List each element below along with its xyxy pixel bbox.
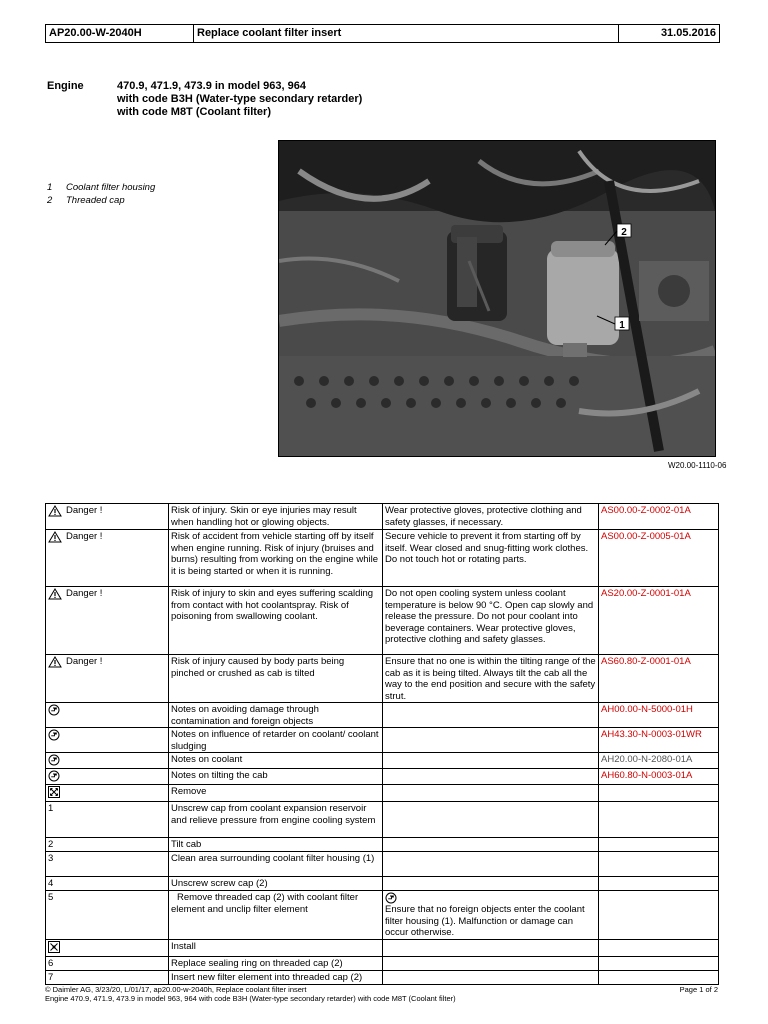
figure-reference: W20.00-1110-06	[668, 461, 727, 470]
engine-photo-illustration	[279, 141, 715, 456]
empty-cell	[599, 877, 719, 891]
table-row	[46, 753, 719, 769]
table-row	[46, 530, 719, 587]
table-row	[46, 504, 719, 530]
table-row	[46, 956, 719, 970]
table-row	[46, 939, 719, 956]
danger-cell	[46, 530, 169, 587]
risk-cell: Risk of injury to skin and eyes suffering scalding from contact with hot coolantspray. Risk of poisoning from swallowing coolant.	[169, 587, 383, 655]
empty-cell	[383, 956, 599, 970]
engine-label: Engine	[47, 80, 84, 92]
empty-cell	[599, 939, 719, 956]
page-footer	[45, 986, 718, 1003]
legend-item	[47, 182, 155, 195]
danger-cell	[46, 504, 169, 530]
procedure-table	[45, 503, 719, 985]
engine-photo	[278, 140, 716, 457]
note-hand-icon	[385, 892, 397, 904]
step-text: Clean area surrounding coolant filter housing (1)	[169, 852, 383, 877]
step-text: Unscrew screw cap (2)	[169, 877, 383, 891]
legend-text: Coolant filter housing	[66, 182, 156, 193]
table-row	[46, 587, 719, 655]
step-number: 7	[46, 970, 169, 984]
empty-cell	[599, 852, 719, 877]
table-row	[46, 802, 719, 838]
callout-1-label: 1	[619, 320, 625, 331]
engine-values	[117, 80, 362, 119]
empty-cell	[599, 891, 719, 940]
step-number: 1	[46, 802, 169, 838]
document-link[interactable]: AS00.00-Z-0002-01A	[599, 504, 719, 530]
section-remove: Remove	[169, 785, 383, 802]
empty-cell	[599, 956, 719, 970]
legend-text: Threaded cap	[66, 194, 125, 206]
document-link[interactable]: AH43.30-N-0003-01WR	[599, 728, 719, 753]
note-hand-icon	[48, 754, 60, 766]
engine-code-m8t: with code M8T (Coolant filter)	[117, 106, 271, 118]
step-text: Unscrew cap from coolant expansion reservoir and relieve pressure from engine cooling system	[169, 802, 383, 838]
empty-cell	[383, 753, 599, 769]
table-row	[46, 877, 719, 891]
empty-cell	[383, 785, 599, 802]
table-row	[46, 970, 719, 984]
document-link[interactable]: AS20.00-Z-0001-01A	[599, 587, 719, 655]
risk-cell: Risk of injury. Skin or eye injuries may result when handling hot or glowing objects.	[169, 504, 383, 530]
note-icon-cell	[46, 703, 169, 728]
footer-copyright: © Daimler AG, 3/23/20, L/01/17, ap20.00-w-2040h, Replace coolant filter insert	[45, 985, 307, 994]
danger-cell	[46, 587, 169, 655]
step-text: Insert new filter element into threaded cap (2)	[169, 970, 383, 984]
step-note-text: Ensure that no foreign objects enter the coolant filter housing (1). Malfunction or damage can occur otherwise.	[385, 904, 585, 938]
table-row	[46, 838, 719, 852]
note-hand-icon	[48, 729, 60, 741]
note-icon-cell	[46, 728, 169, 753]
danger-label: Danger !	[66, 656, 103, 668]
document-id: AP20.00-W-2040H	[46, 25, 194, 42]
empty-cell	[383, 970, 599, 984]
note-hand-icon	[48, 770, 60, 782]
empty-cell	[383, 703, 599, 728]
empty-cell	[383, 728, 599, 753]
empty-cell	[383, 877, 599, 891]
measure-cell: Secure vehicle to prevent it from starting off by itself. Wear closed and snug-fitting work clothes. Do not touch hot or rotating parts.	[383, 530, 599, 587]
footer-page-number: Page 1 of 2	[679, 985, 718, 994]
warning-triangle-icon	[48, 656, 62, 668]
note-text: Notes on coolant	[169, 753, 383, 769]
step-number: 2	[46, 838, 169, 852]
warning-triangle-icon	[48, 505, 62, 517]
empty-cell	[383, 802, 599, 838]
step-note-cell	[383, 891, 599, 940]
empty-cell	[383, 939, 599, 956]
document-title: Replace coolant filter insert	[194, 25, 619, 42]
note-text: Notes on avoiding damage through contamination and foreign objects	[169, 703, 383, 728]
empty-cell	[599, 785, 719, 802]
measure-cell: Wear protective gloves, protective clothing and safety glasses, if necessary.	[383, 504, 599, 530]
note-text: Notes on tilting the cab	[169, 769, 383, 785]
step-text: Replace sealing ring on threaded cap (2)	[169, 956, 383, 970]
empty-cell	[383, 838, 599, 852]
document-link[interactable]: AH20.00-N-2080-01A	[599, 753, 719, 769]
install-arrows-icon	[48, 941, 60, 953]
legend-number: 1	[47, 182, 53, 193]
engine-models: 470.9, 471.9, 473.9 in model 963, 964	[117, 80, 306, 92]
note-hand-icon	[48, 704, 60, 716]
step-text	[169, 891, 383, 940]
step-number: 5	[46, 891, 169, 940]
document-link[interactable]: AH00.00-N-5000-01H	[599, 703, 719, 728]
figure-legend	[47, 182, 155, 207]
document-header	[45, 24, 720, 43]
empty-cell	[599, 802, 719, 838]
step-number: 3	[46, 852, 169, 877]
engine-code-b3h: with code B3H (Water-type secondary retarder)	[117, 93, 363, 105]
table-row	[46, 852, 719, 877]
warning-triangle-icon	[48, 531, 62, 543]
callout-2-label: 2	[621, 227, 627, 238]
table-row	[46, 703, 719, 728]
remove-arrows-icon	[48, 786, 60, 798]
empty-cell	[599, 838, 719, 852]
section-install: Install	[169, 939, 383, 956]
document-link[interactable]: AH60.80-N-0003-01A	[599, 769, 719, 785]
danger-label: Danger !	[66, 531, 103, 543]
note-text: Notes on influence of retarder on coolant/ coolant sludging	[169, 728, 383, 753]
measure-cell: Ensure that no one is within the tilting range of the cab as it is being tilted. Always tilt the cab all the way to the end position and secure with the safety strut.	[383, 655, 599, 703]
step-number: 4	[46, 877, 169, 891]
document-link[interactable]: AS60.80-Z-0001-01A	[599, 655, 719, 703]
warning-triangle-icon	[48, 588, 62, 600]
footer-applicability: Engine 470.9, 471.9, 473.9 in model 963, 964 with code B3H (Water-type secondary retarder) with code M8T (Coolant filter)	[45, 993, 456, 1003]
document-link[interactable]: AS00.00-Z-0005-01A	[599, 530, 719, 587]
danger-label: Danger !	[66, 505, 103, 517]
table-row	[46, 728, 719, 753]
danger-label: Danger !	[66, 588, 103, 600]
empty-cell	[383, 852, 599, 877]
table-row	[46, 785, 719, 802]
legend-number: 2	[47, 194, 53, 206]
risk-cell: Risk of injury caused by body parts being pinched or crushed as cab is tilted	[169, 655, 383, 703]
empty-cell	[599, 970, 719, 984]
risk-cell: Risk of accident from vehicle starting off by itself when engine running. Risk of injury (bruises and burns) resulting from working on the engine while it is being started or when it is running.	[169, 530, 383, 587]
note-icon-cell	[46, 753, 169, 769]
table-row	[46, 655, 719, 703]
legend-item	[47, 195, 155, 208]
danger-cell	[46, 655, 169, 703]
empty-cell	[383, 769, 599, 785]
note-icon-cell	[46, 769, 169, 785]
document-date: 31.05.2016	[660, 27, 716, 39]
step-text: Tilt cab	[169, 838, 383, 852]
remove-icon-cell	[46, 785, 169, 802]
table-row	[46, 891, 719, 940]
measure-cell: Do not open cooling system unless coolant temperature is below 90 °C. Open cap slowly and release the pressure. Do not pour coolant into beverage containers. Wear protective gloves, protective clothing and safety glasses.	[383, 587, 599, 655]
table-row	[46, 769, 719, 785]
install-icon-cell	[46, 939, 169, 956]
step-text-content: Remove threaded cap (2) with coolant filter element and unclip filter element	[171, 892, 359, 915]
step-number: 6	[46, 956, 169, 970]
